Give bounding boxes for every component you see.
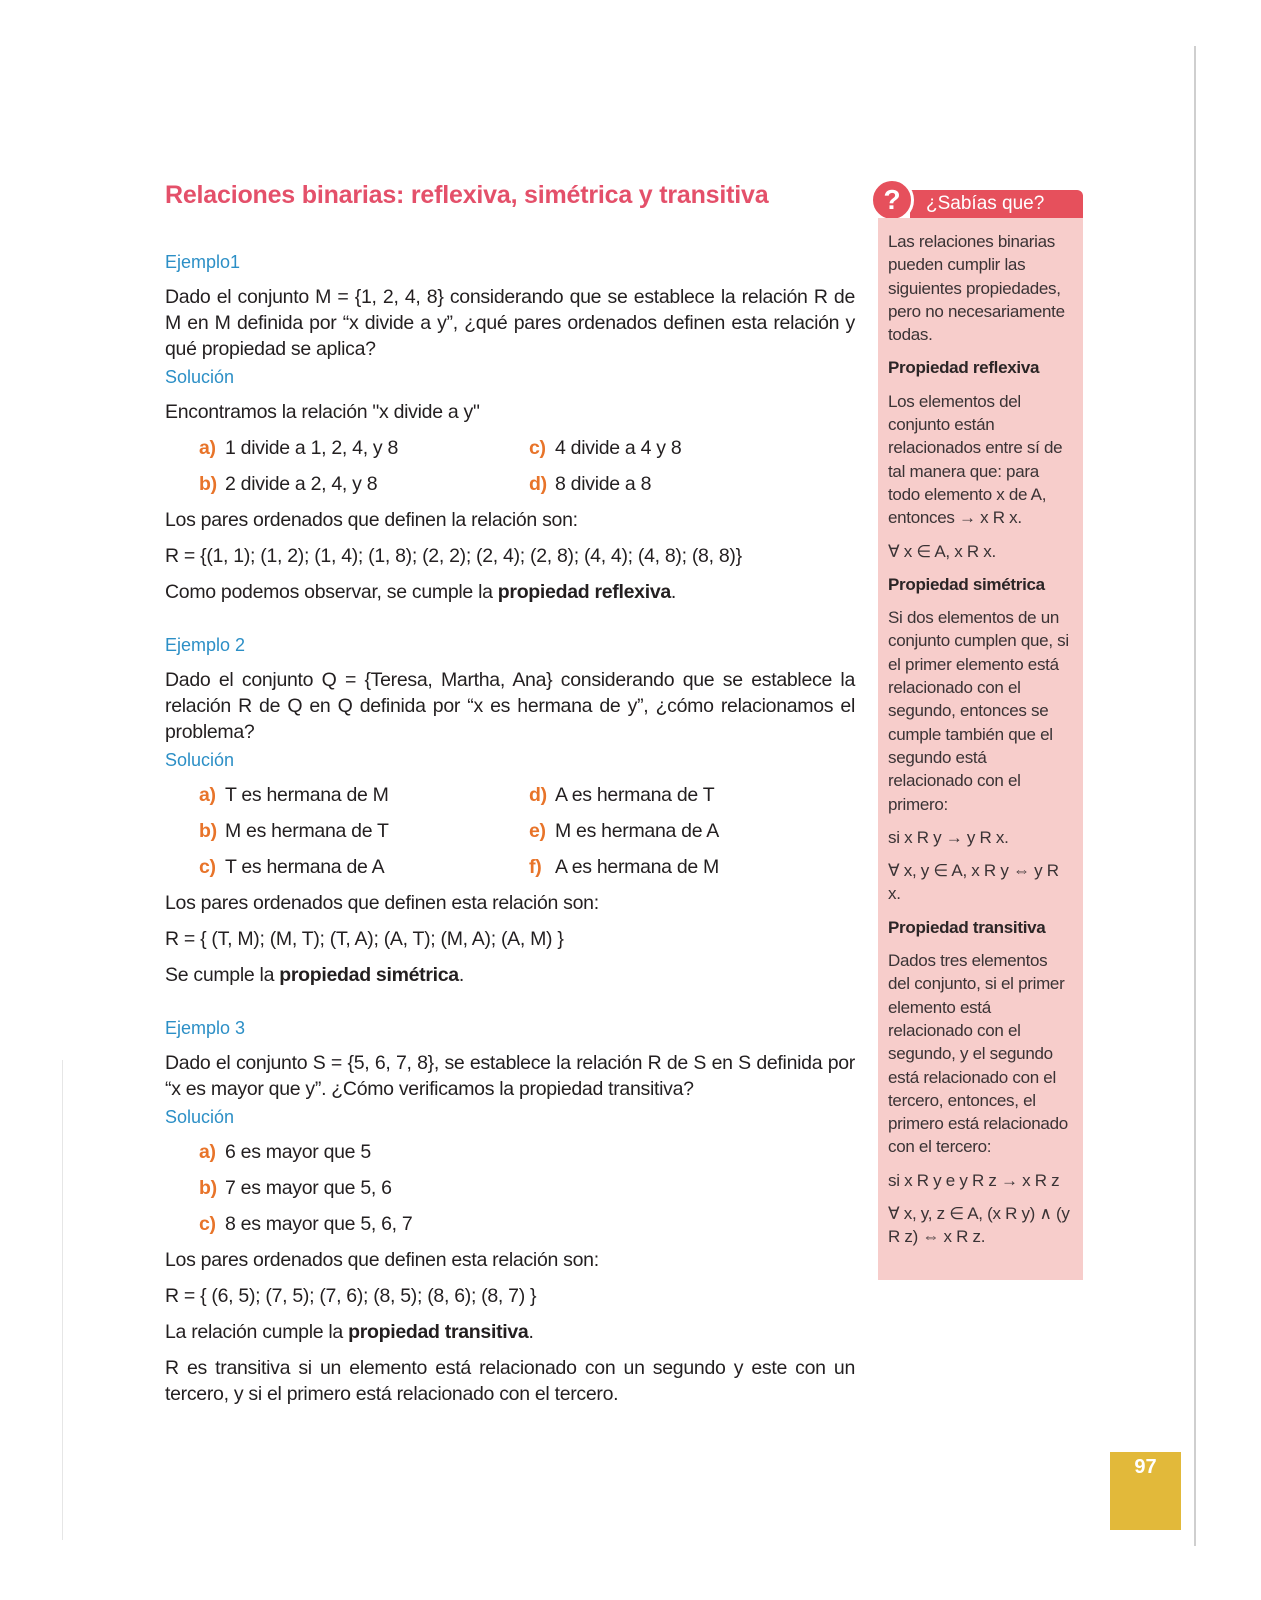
page-edge-line-left (62, 1060, 63, 1540)
example-3-solution-label: Solución (165, 1107, 235, 1127)
example-3-closing: R es transitiva si un elemento está relacionado con un segundo y este con un tercero, y si el primero está relacionado con el tercero. (165, 1357, 855, 1405)
conclusion-end: . (458, 964, 464, 986)
example-1-statement: Dado el conjunto M = {1, 2, 4, 8} considerando que se establece la relación R de M en M definida por “x divide a y”, ¿qué pares ordenados definen esta relación y qué propiedad se aplica? (165, 286, 855, 360)
sidebar-transitive-formula-1: si x R y e y R z → x R z (888, 1170, 1060, 1190)
example-1-options (165, 435, 855, 497)
option-letter: a) (199, 1141, 216, 1163)
sidebar-transitive-title: Propiedad transitiva (888, 917, 1046, 937)
option-item (529, 435, 859, 461)
sidebar-symmetric-title: Propiedad simétrica (888, 574, 1045, 594)
option-item (199, 1211, 799, 1237)
option-text: M es hermana de A (555, 820, 719, 842)
option-letter: c) (199, 856, 216, 878)
option-text: 2 divide a 2, 4, y 8 (225, 473, 378, 495)
example-2-solution-label: Solución (165, 750, 235, 770)
example-2 (165, 633, 855, 988)
option-text: 8 es mayor que 5, 6, 7 (225, 1213, 413, 1235)
sidebar-symmetric-formula-2: ∀ x, y ∈ A, x R y ⇔ y R x. (888, 861, 1059, 904)
example-2-conclusion (165, 962, 855, 988)
example-2-pairs-intro: Los pares ordenados que definen esta relación son: (165, 892, 599, 914)
option-item (199, 1175, 799, 1201)
option-item (199, 471, 529, 497)
option-text: T es hermana de M (225, 784, 389, 806)
option-letter: d) (529, 473, 547, 495)
option-item (529, 854, 859, 880)
conclusion-end: . (528, 1321, 534, 1343)
option-letter: b) (199, 473, 217, 495)
option-item (199, 854, 529, 880)
sidebar-reflexive-text: Los elementos del conjunto están relacionados entre sí de tal manera que: para todo elemento x de A, entonces → x R x. (888, 391, 1063, 528)
option-text: M es hermana de T (225, 820, 389, 842)
example-2-statement: Dado el conjunto Q = {Teresa, Martha, Ana} considerando que se establece la relación R de Q en Q definida por “x es hermana de y”, ¿cómo relacionamos el problema? (165, 669, 855, 743)
sidebar-symmetric-text: Si dos elementos de un conjunto cumplen que, si el primer elemento está relacionado con el segundo, entonces se cumple también que el segundo está relacionado con el primero: (888, 608, 1069, 814)
did-you-know-sidebar (878, 184, 1083, 1280)
option-letter: b) (199, 820, 217, 842)
option-letter: d) (529, 784, 547, 806)
page-number: 97 (1110, 1452, 1181, 1530)
conclusion-property: propiedad transitiva (348, 1321, 529, 1343)
option-item (529, 782, 859, 808)
option-item (199, 435, 529, 461)
sidebar-header: ¿Sabías que? (910, 190, 1083, 218)
example-1-conclusion (165, 579, 855, 605)
example-3 (165, 1016, 855, 1407)
sidebar-transitive-text: Dados tres elementos del conjunto, si el primer elemento está relacionado con el segundo, y el segundo está relacionado con el tercero, entonces, el primero está relacionado con el tercero: (888, 951, 1068, 1157)
example-1-intro: Encontramos la relación "x divide a y" (165, 401, 480, 423)
option-item (199, 818, 529, 844)
example-3-pairs-intro: Los pares ordenados que definen esta relación son: (165, 1249, 599, 1271)
option-letter: e) (529, 820, 546, 842)
example-3-options (165, 1139, 855, 1237)
example-3-statement: Dado el conjunto S = {5, 6, 7, 8}, se establece la relación R de S en S definida por “x es mayor que y”. ¿Cómo verificamos la propiedad transitiva? (165, 1052, 855, 1100)
option-item (199, 1139, 799, 1165)
example-1-pairs: R = {(1, 1); (1, 2); (1, 4); (1, 8); (2, 2); (2, 4); (2, 8); (4, 4); (4, 8); (8, 8)} (165, 545, 742, 567)
option-letter: a) (199, 784, 216, 806)
option-text: 4 divide a 4 y 8 (555, 437, 682, 459)
example-3-pairs: R = { (6, 5); (7, 5); (7, 6); (8, 5); (8, 6); (8, 7) } (165, 1285, 537, 1307)
sidebar-reflexive-title: Propiedad reflexiva (888, 358, 1040, 378)
conclusion-text: La relación cumple la (165, 1321, 349, 1343)
example-2-label: Ejemplo 2 (165, 635, 246, 655)
option-letter: c) (199, 1213, 216, 1235)
question-icon: ? (870, 178, 914, 222)
option-letter: c) (529, 437, 546, 459)
option-letter: f) (529, 856, 542, 878)
conclusion-text: Se cumple la (165, 964, 280, 986)
example-1-label: Ejemplo1 (165, 252, 241, 272)
example-3-conclusion (165, 1319, 855, 1345)
option-text: T es hermana de A (225, 856, 385, 878)
option-text: A es hermana de M (555, 856, 719, 878)
option-text: A es hermana de T (555, 784, 715, 806)
option-item (529, 471, 859, 497)
example-2-options (165, 782, 855, 880)
sidebar-body (878, 218, 1083, 1280)
page-edge-line (1194, 46, 1196, 1546)
sidebar-reflexive-formula: ∀ x ∈ A, x R x. (888, 541, 996, 561)
option-text: 6 es mayor que 5 (225, 1141, 371, 1163)
option-letter: b) (199, 1177, 217, 1199)
option-item (529, 818, 859, 844)
sidebar-transitive-formula-2: ∀ x, y, z ∈ A, (x R y) ∧ (y R z) ⇔ x R z. (888, 1203, 1070, 1247)
option-text: 8 divide a 8 (555, 473, 652, 495)
page-title: Relaciones binarias: reflexiva, simétrica y transitiva (165, 181, 769, 209)
option-letter: a) (199, 437, 216, 459)
option-text: 1 divide a 1, 2, 4, y 8 (225, 437, 399, 459)
sidebar-symmetric-formula-1: si x R y → y R x. (888, 827, 1009, 847)
example-3-label: Ejemplo 3 (165, 1018, 246, 1038)
example-1-pairs-intro: Los pares ordenados que definen la relación son: (165, 509, 578, 531)
option-item (199, 782, 529, 808)
conclusion-text: Como podemos observar, se cumple la (165, 581, 498, 603)
sidebar-intro: Las relaciones binarias pueden cumplir las siguientes propiedades, pero no necesariamente todas. (888, 232, 1065, 345)
example-1 (165, 250, 855, 605)
conclusion-end: . (670, 581, 677, 603)
example-1-solution-label: Solución (165, 367, 235, 387)
option-text: 7 es mayor que 5, 6 (225, 1177, 392, 1199)
conclusion-property: propiedad reflexiva (497, 581, 671, 603)
conclusion-property: propiedad simétrica (279, 964, 459, 986)
example-2-pairs: R = { (T, M); (M, T); (T, A); (A, T); (M, A); (A, M) } (165, 928, 564, 950)
main-content (165, 178, 855, 1407)
